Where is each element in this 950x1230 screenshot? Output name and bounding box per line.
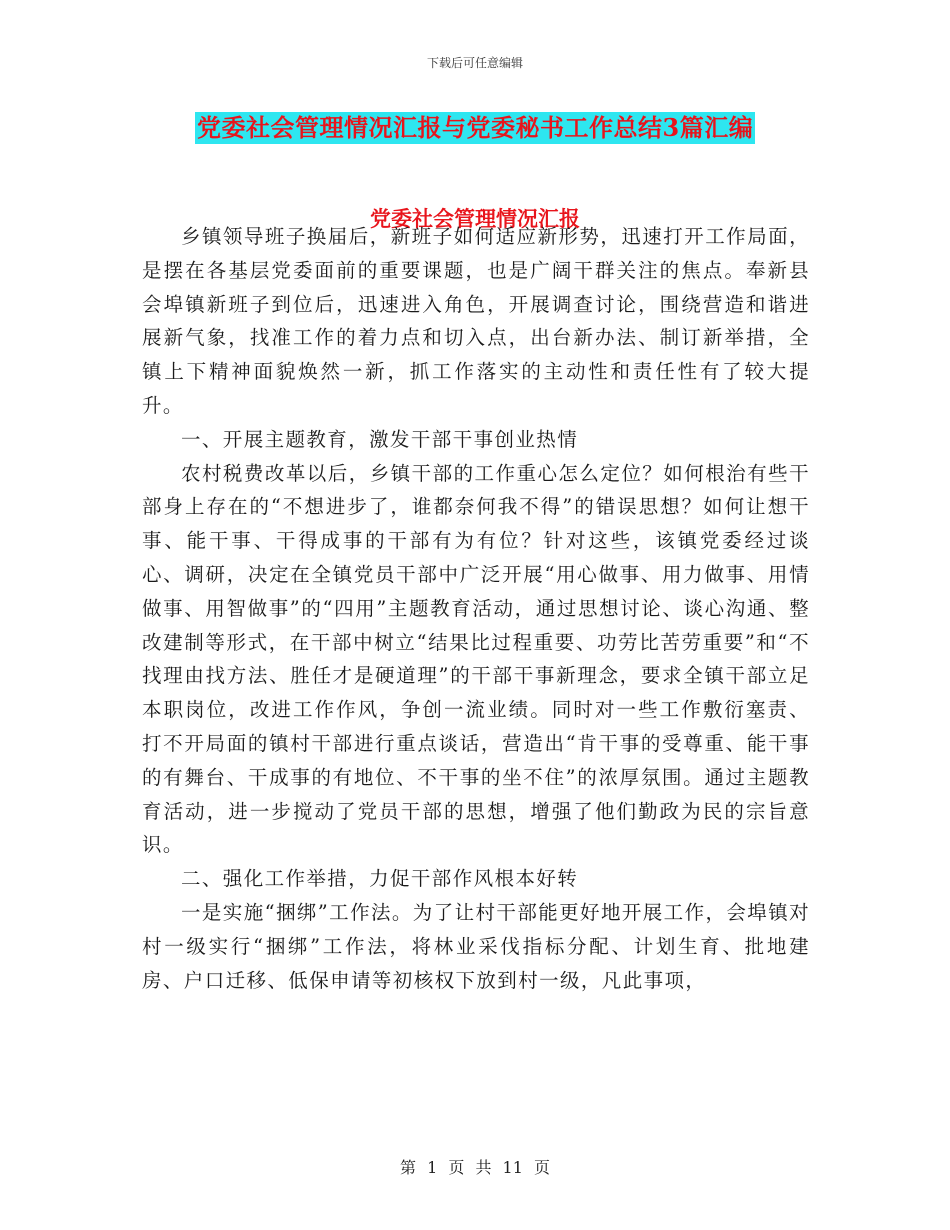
document-body: [142, 220, 810, 997]
document-title: 党委社会管理情况汇报与党委秘书工作总结3篇汇编: [197, 113, 754, 142]
paragraph-heading-1: 一、开展主题教育，激发干部干事创业热情: [181, 427, 579, 451]
page-number: 第 1 页 共 11 页: [400, 1158, 550, 1177]
paragraph-bundling-method: 一是实施“捆绑”工作法。为了让村干部能更好地开展工作，会埠镇对村一级实行“捆绑”工作法，将林业采伐指标分配、计划生育、批地建房、户口迁移、低保申请等初核权下放到村一级，凡此事项，: [142, 900, 810, 992]
section-title: 党委社会管理情况汇报: [370, 206, 580, 231]
paragraph-theme-education: 农村税费改革以后，乡镇干部的工作重心怎么定位？如何根治有些干部身上存在的“不想进步了，谁都奈何我不得”的错误思想？如何让想干事、能干事、干得成事的干部有为有位？针对这些，该镇党委经过谈心、调研，决定在全镇党员干部中广泛开展“用心做事、用力做事、用情做事、用智做事”的“四用”主题教育活动，通过思想讨论、谈心沟通、整改建制等形式，在干部中树立“结果比过程重要、功劳比苦劳重要”和“不找理由找方法、胜任才是硬道理”的干部干事新理念，要求全镇干部立足本职岗位，改进工作作风，争创一流业绩。同时对一些工作敷衍塞责、打不开局面的镇村干部进行重点谈话，营造出“肯干事的受尊重、能干事的有舞台、干成事的有地位、不干事的坐不住”的浓厚氛围。通过主题教育活动，进一步搅动了党员干部的思想，增强了他们勤政为民的宗旨意识。: [142, 461, 810, 857]
header-note: 下载后可任意编辑: [426, 56, 523, 70]
paragraph-intro: 乡镇领导班子换届后，新班子如何适应新形势，迅速打开工作局面，是摆在各基层党委面前的重要课题，也是广阔干群关注的焦点。奉新县会埠镇新班子到位后，迅速进入角色，开展调查讨论，围绕营造和谐进展新气象，找准工作的着力点和切入点，出台新办法、制订新举措，全镇上下精神面貌焕然一新，抓工作落实的主动性和责任性有了较大提升。: [142, 225, 810, 417]
paragraph-heading-2: 二、强化工作举措，力促干部作风根本好转: [181, 867, 579, 891]
